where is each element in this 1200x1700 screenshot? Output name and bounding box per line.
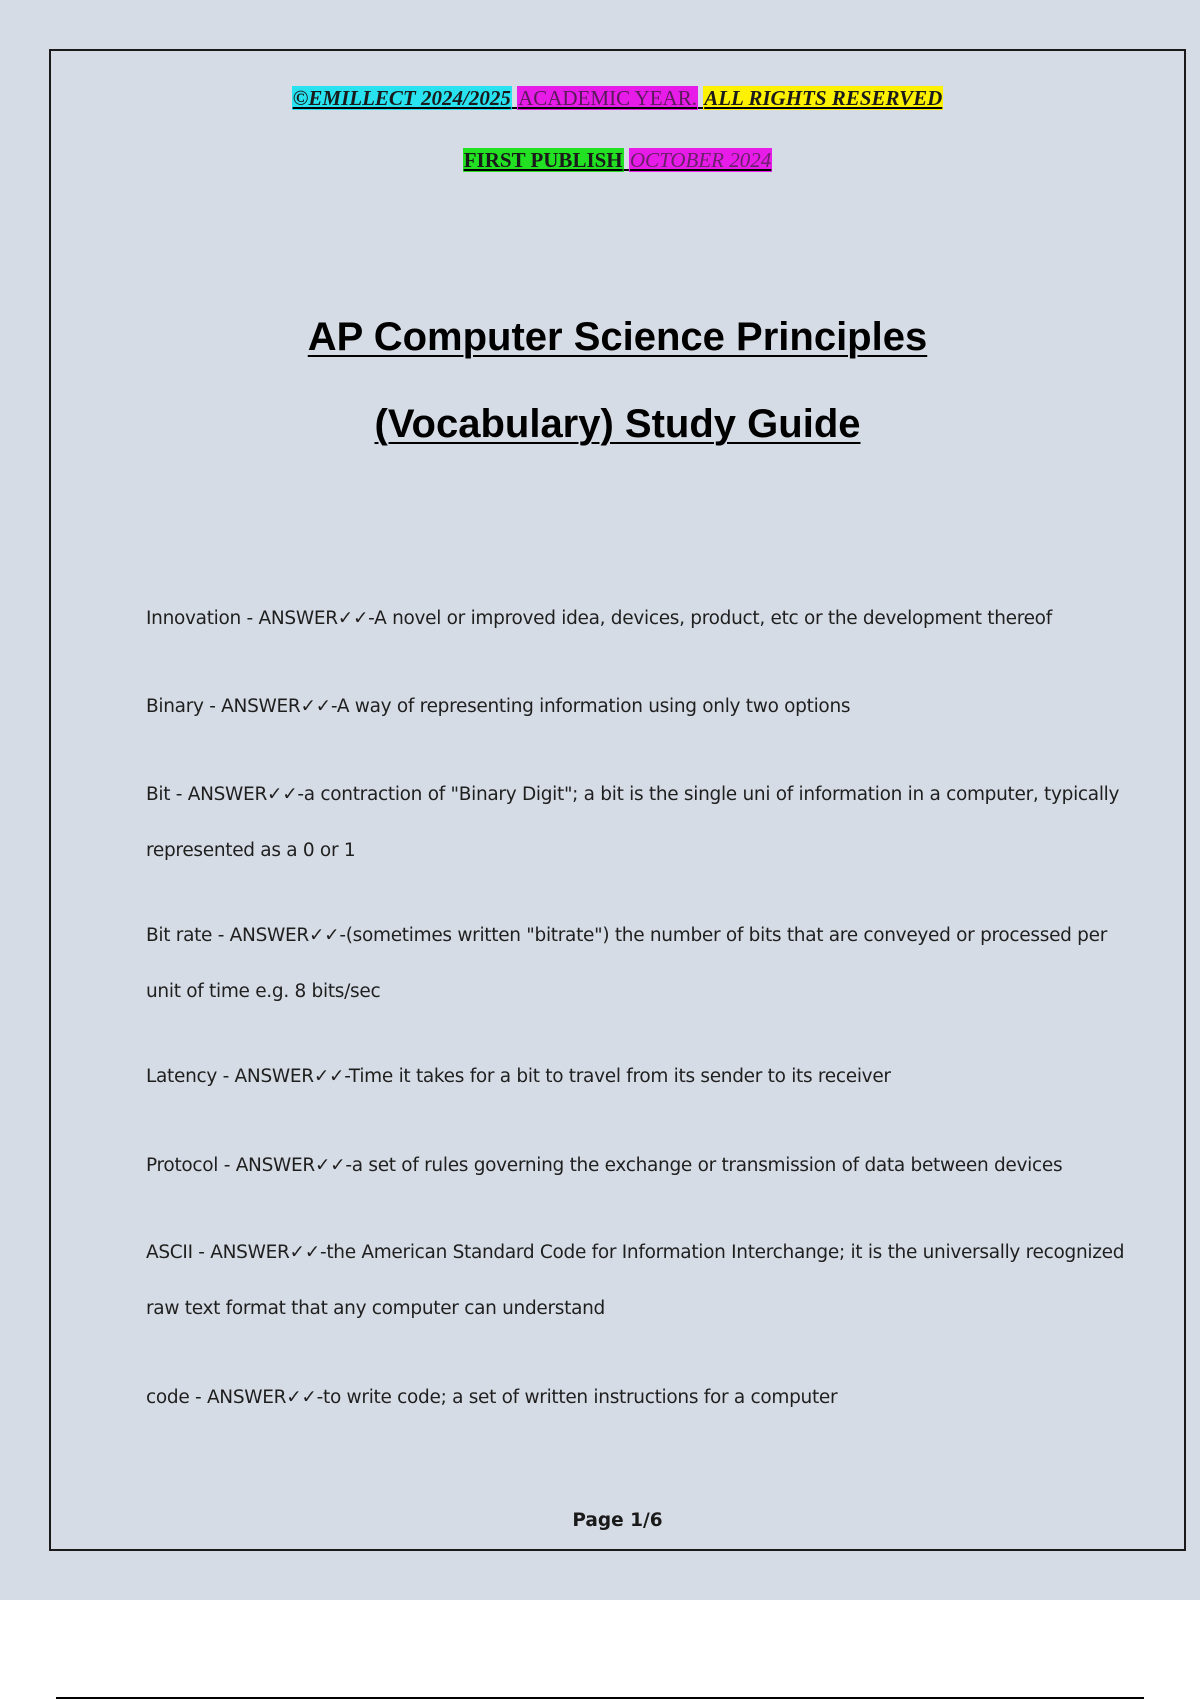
document-title-line-1: AP Computer Science Principles	[307, 315, 928, 359]
publish-date-text: OCTOBER 2024	[629, 148, 772, 172]
publish-header	[51, 147, 1184, 173]
vocab-entry: Protocol - ANSWER✓✓-a set of rules governing the exchange or transmission of data between devices	[146, 1155, 1063, 1176]
vocab-entry: Latency - ANSWER✓✓-Time it takes for a bit to travel from its sender to its receiver	[146, 1066, 891, 1087]
vocab-entry: Bit - ANSWER✓✓-a contraction of "Binary Digit"; a bit is the single uni of information in a computer, typically represented as a 0 or 1	[146, 784, 1120, 861]
bottom-divider	[56, 1697, 1144, 1699]
rights-reserved-text: ALL RIGHTS RESERVED	[704, 86, 943, 110]
document-title-line-2: (Vocabulary) Study Guide	[374, 402, 861, 446]
copyright-text: ©EMILLECT 2024/2025	[292, 86, 511, 110]
first-publish-text: FIRST PUBLISH	[463, 148, 623, 172]
vocab-entry: code - ANSWER✓✓-to write code; a set of written instructions for a computer	[146, 1387, 838, 1408]
page-number: Page 1/6	[572, 1510, 663, 1531]
vocab-entry: Binary - ANSWER✓✓-A way of representing information using only two options	[146, 696, 851, 717]
copyright-header	[51, 85, 1184, 111]
vocab-entry: Bit rate - ANSWER✓✓-(sometimes written "bitrate") the number of bits that are conveyed or processed per unit of time e.g. 8 bits/sec	[146, 925, 1108, 1002]
vocab-entry: ASCII - ANSWER✓✓-the American Standard Code for Information Interchange; it is the universally recognized raw text format that any computer can understand	[146, 1242, 1125, 1319]
academic-year-text: ACADEMIC YEAR.	[518, 86, 697, 110]
vocab-entry: Innovation - ANSWER✓✓-A novel or improved idea, devices, product, etc or the development thereof	[146, 608, 1052, 629]
page-border	[49, 49, 1186, 1551]
